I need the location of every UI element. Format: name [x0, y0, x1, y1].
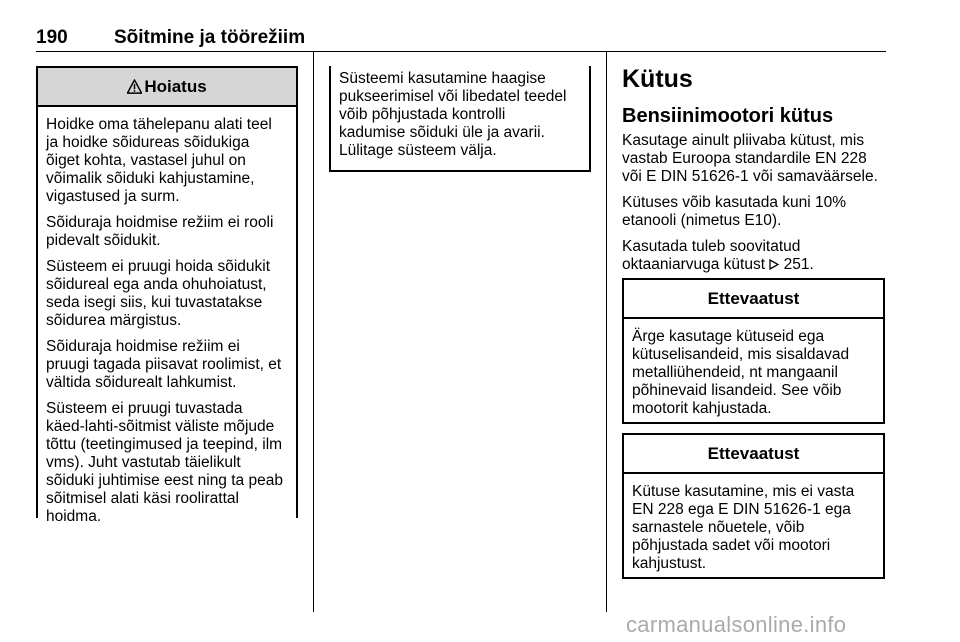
fuel-paragraph: Kütuses võib kasutada kuni 10% etanooli (nimetus E10). [622, 194, 847, 229]
caution-title: Ettevaatust [707, 444, 800, 463]
warning-continuation-body [331, 66, 589, 160]
caution-box-2-body [624, 474, 883, 573]
warning-continuation-text: Süsteemi kasutamine haagise pukseerimisel või libedatel teedel võib põhjustada kontrolli kadumise sõiduki üle ja avarii. Lülitage süsteem välja. [339, 70, 567, 159]
caution-box-2-header [624, 435, 883, 474]
warning-paragraph: Sõiduraja hoidmise režiim ei rooli pidevalt sõidukit. [46, 214, 274, 249]
page-number: 190 [36, 27, 68, 48]
warning-paragraph: Sõiduraja hoidmise režiim ei pruugi tagada piisavat roolimist, et vältida sõidurealt lahkumist. [46, 338, 282, 391]
page-reference-link[interactable]: 251. [783, 256, 814, 273]
fuel-paragraph-text: Kasutada tuleb soovitatud oktaaniarvuga kütust [622, 238, 801, 273]
warning-paragraph: Süsteem ei pruugi tuvastada käed-lahti-sõitmist väliste mõjude tõttu (teetingimused ja teepind, ilm vms). Juht vastutab täielikult sõiduki juhtimise eest ning ta peab sõitmisel alati käsi roolirattal hoidma. [46, 400, 283, 525]
fuel-reference-paragraph [622, 238, 892, 274]
chapter-title: Sõitmine ja töörežiim [114, 27, 306, 48]
caution-box-1 [622, 278, 885, 424]
section-title: Kütus [622, 65, 693, 93]
warning-body [38, 107, 296, 526]
caution-box-1-body [624, 319, 883, 418]
watermark: carmanualsonline.info [626, 612, 847, 637]
caution-title: Ettevaatust [707, 289, 800, 308]
caution-box-1-header [624, 280, 883, 319]
section-subtitle: Bensiinimootori kütus [622, 105, 834, 127]
warning-title: Hoiatus [144, 77, 207, 96]
page-header [36, 27, 886, 52]
column-divider-1 [313, 52, 314, 612]
warning-paragraph: Süsteem ei pruugi hoida sõidukit sõidureal ega anda ohuhoiatust, seda isegi siis, kui tuvastatakse sõidurea märgistus. [46, 258, 271, 329]
caution-text: Ärge kasutage kütuseid ega kütuselisandeid, mis sisaldavad metalliühendeid, nt mangaanil põhinevaid lisandeid. See võib mootorit kahjustada. [632, 328, 850, 417]
column-divider-2 [606, 52, 607, 612]
caution-box-2 [622, 433, 885, 579]
warning-triangle-icon [127, 70, 142, 107]
warning-box-header [38, 68, 296, 107]
warning-box [36, 66, 298, 525]
arrow-reference-icon [769, 256, 779, 273]
warning-continuation-box [329, 66, 591, 172]
fuel-paragraph: Kasutage ainult pliivaba kütust, mis vastab Euroopa standardile EN 228 või E DIN 51626-1 või samaväärsele. [622, 132, 878, 185]
caution-text: Kütuse kasutamine, mis ei vasta EN 228 ega E DIN 51626-1 ega sarnastele nõuetele, võib põhjustada sadet või mootori kahjustust. [632, 483, 855, 572]
fuel-section [622, 64, 892, 282]
warning-paragraph: Hoidke oma tähelepanu alati teel ja hoidke sõidureas sõidukiga õiget kohta, vastasel juhul on võimalik sõiduki kahjustamine, vigastused ja surm. [46, 116, 272, 205]
